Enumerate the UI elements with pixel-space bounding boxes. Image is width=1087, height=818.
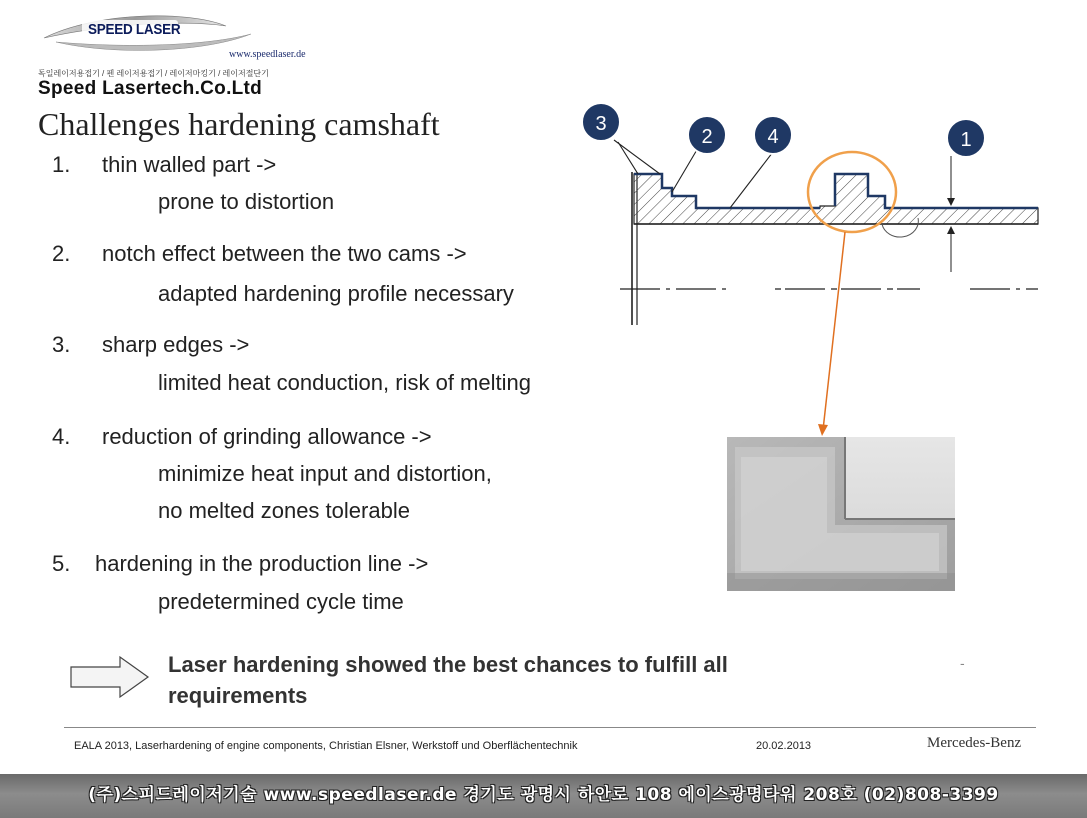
logo-korean-tagline: 독일레이저용접기 / 펜 레이저용접기 / 레이저마킹기 / 레이저절단기 [38, 69, 269, 78]
marker-2-label: 2 [701, 126, 713, 148]
conclusion-line-1: Laser hardening showed the best chances to fulfill all [168, 652, 728, 677]
marker-2 [688, 116, 726, 154]
list-item-detail: limited heat conduction, risk of melting [158, 370, 531, 395]
list-item-detail: predetermined cycle time [158, 589, 404, 614]
footer-date: 20.02.2013 [756, 740, 812, 752]
conclusion-line-2: requirements [168, 683, 308, 708]
footer-brand: Mercedes-Benz [927, 735, 1022, 751]
list-item-detail: adapted hardening profile necessary [158, 281, 514, 306]
marker-1-label: 1 [960, 129, 972, 151]
marker-4 [754, 116, 792, 154]
slide-title: Challenges hardening camshaft [38, 106, 440, 142]
logo-url[interactable]: www.speedlaser.de [229, 49, 306, 60]
list-item-text: reduction of grinding allowance -> [102, 424, 432, 449]
right-arrow-icon [70, 655, 150, 699]
list-number: 4. [52, 424, 71, 449]
footer-divider [64, 727, 1036, 728]
list-item-text: notch effect between the two cams -> [102, 241, 467, 266]
stray-dash: - [960, 655, 965, 671]
conclusion-text [168, 649, 928, 711]
footer-citation: EALA 2013, Laserhardening of engine components, Christian Elsner, Werkstoff und Oberflächentechnik [74, 740, 578, 752]
marker-3-label: 3 [595, 113, 607, 135]
list-item-detail: prone to distortion [158, 189, 335, 214]
logo-brand: SPEED LASER [88, 21, 181, 38]
marker-1 [947, 119, 985, 157]
company-name: Speed Lasertech.Co.Ltd [38, 78, 263, 99]
list-number: 1. [52, 152, 71, 177]
hardened-cam-photo [727, 437, 955, 591]
list-item-text: thin walled part -> [102, 152, 277, 177]
list-number: 3. [52, 332, 71, 357]
bottom-banner-text: (주)스피드레이저기술 www.speedlaser.de 경기도 광명시 하안로 108 에이스광명타워 208호 (02)808-3399 [88, 785, 999, 805]
list-item-text: sharp edges -> [102, 332, 250, 357]
marker-4-label: 4 [767, 126, 779, 148]
list-number: 5. [52, 551, 71, 576]
list-item-detail: minimize heat input and distortion, [158, 461, 492, 486]
list-item-detail: no melted zones tolerable [158, 498, 410, 523]
marker-3 [582, 103, 620, 141]
list-item-text: hardening in the production line -> [95, 551, 429, 576]
list-number: 2. [52, 241, 71, 266]
